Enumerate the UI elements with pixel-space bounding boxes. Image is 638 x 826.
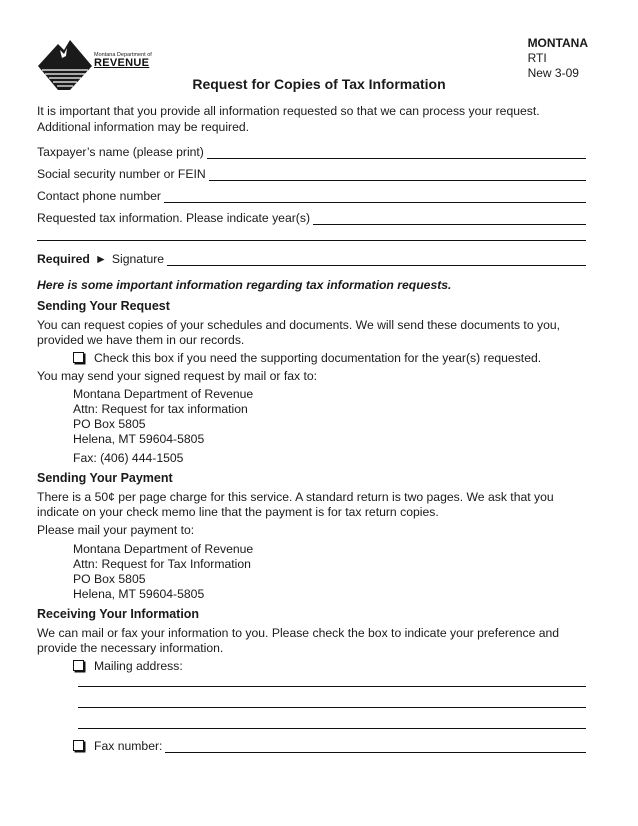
- dept-small-text: Montana Department of: [94, 52, 152, 58]
- sending-request-heading: Sending Your Request: [37, 299, 170, 313]
- phone-field[interactable]: [164, 190, 586, 203]
- page-title: Request for Copies of Tax Information: [192, 76, 446, 92]
- fax-label: Fax number:: [94, 739, 163, 753]
- form-id: RTI: [527, 51, 547, 65]
- receiving-p1-line2: provide the necessary information.: [37, 641, 224, 655]
- fax-row: [73, 737, 586, 753]
- address-line: Montana Department of Revenue: [73, 542, 254, 556]
- mailing-address-line-3[interactable]: [78, 728, 586, 729]
- requested-info-extra-line[interactable]: [37, 240, 586, 241]
- phone-label: Contact phone number: [37, 189, 161, 203]
- fax-number-text: Fax: (406) 444-1505: [73, 451, 184, 465]
- receiving-p1-line1: We can mail or fax your information to you. Please check the box to indicate your preference and: [37, 626, 560, 640]
- taxpayer-name-row: [37, 143, 586, 159]
- signature-label: Signature: [111, 252, 165, 266]
- state-label: MONTANA: [527, 36, 588, 50]
- intro-line-1: It is important that you provide all information requested so that we can process your request.: [37, 104, 540, 118]
- fax-checkbox[interactable]: [73, 740, 84, 751]
- supporting-docs-option: [73, 351, 541, 366]
- taxpayer-name-label: Taxpayer’s name (please print): [37, 145, 204, 159]
- receiving-heading: Receiving Your Information: [37, 607, 200, 621]
- payment-p1-line1: There is a 50¢ per page charge for this service. A standard return is two pages. We ask that you: [37, 490, 554, 504]
- payment-mail-intro: Please mail your payment to:: [37, 523, 195, 537]
- payment-address: [73, 542, 253, 602]
- mailing-option: [73, 659, 183, 674]
- taxpayer-name-field[interactable]: [207, 146, 586, 159]
- supporting-docs-label: Check this box if you need the supporting documentation for the year(s) requested.: [94, 351, 542, 365]
- sending-request-p1-line1: You can request copies of your schedules and documents. We will send these documents to you,: [37, 318, 561, 332]
- form-code-block: [528, 36, 588, 81]
- sending-payment-heading: Sending Your Payment: [37, 471, 173, 485]
- fax-option: [73, 739, 162, 753]
- requested-info-row: [37, 209, 586, 225]
- phone-row: [37, 187, 586, 203]
- send-intro: You may send your signed request by mail or fax to:: [37, 369, 318, 383]
- payment-p1-line2: indicate on your check memo line that the payment is for tax return copies.: [37, 505, 439, 519]
- supporting-docs-checkbox[interactable]: [73, 352, 84, 363]
- request-address: [73, 387, 253, 447]
- requested-info-field[interactable]: [313, 212, 586, 225]
- important-note: Here is some important information regarding tax information requests.: [37, 278, 452, 292]
- signature-row: [37, 250, 586, 266]
- address-line: PO Box 5805: [73, 572, 146, 586]
- fax-number-field[interactable]: [165, 740, 586, 753]
- address-line: PO Box 5805: [73, 417, 146, 431]
- dept-revenue-text: REVENUE: [94, 57, 150, 69]
- signature-field[interactable]: [167, 253, 586, 266]
- ssn-label: Social security number or FEIN: [37, 167, 206, 181]
- ssn-field[interactable]: [209, 168, 586, 181]
- requested-info-label: Requested tax information. Please indicate year(s): [37, 211, 311, 225]
- ssn-row: [37, 165, 586, 181]
- address-line: Helena, MT 59604-5805: [73, 587, 205, 601]
- required-label: Required: [37, 252, 90, 266]
- form-revision: New 3-09: [527, 66, 579, 80]
- sending-request-p1-line2: provided we have them in our records.: [37, 333, 245, 347]
- arrow-right-icon: ►: [94, 252, 107, 266]
- address-line: Helena, MT 59604-5805: [73, 432, 205, 446]
- address-line: Attn: Request for tax information: [73, 402, 248, 416]
- mailing-address-line-1[interactable]: [78, 686, 586, 687]
- mailing-label: Mailing address:: [94, 659, 183, 673]
- intro-line-2: Additional information may be required.: [37, 120, 250, 134]
- mailing-checkbox[interactable]: [73, 660, 84, 671]
- address-line: Montana Department of Revenue: [73, 387, 254, 401]
- address-line: Attn: Request for Tax Information: [73, 557, 251, 571]
- mailing-address-line-2[interactable]: [78, 707, 586, 708]
